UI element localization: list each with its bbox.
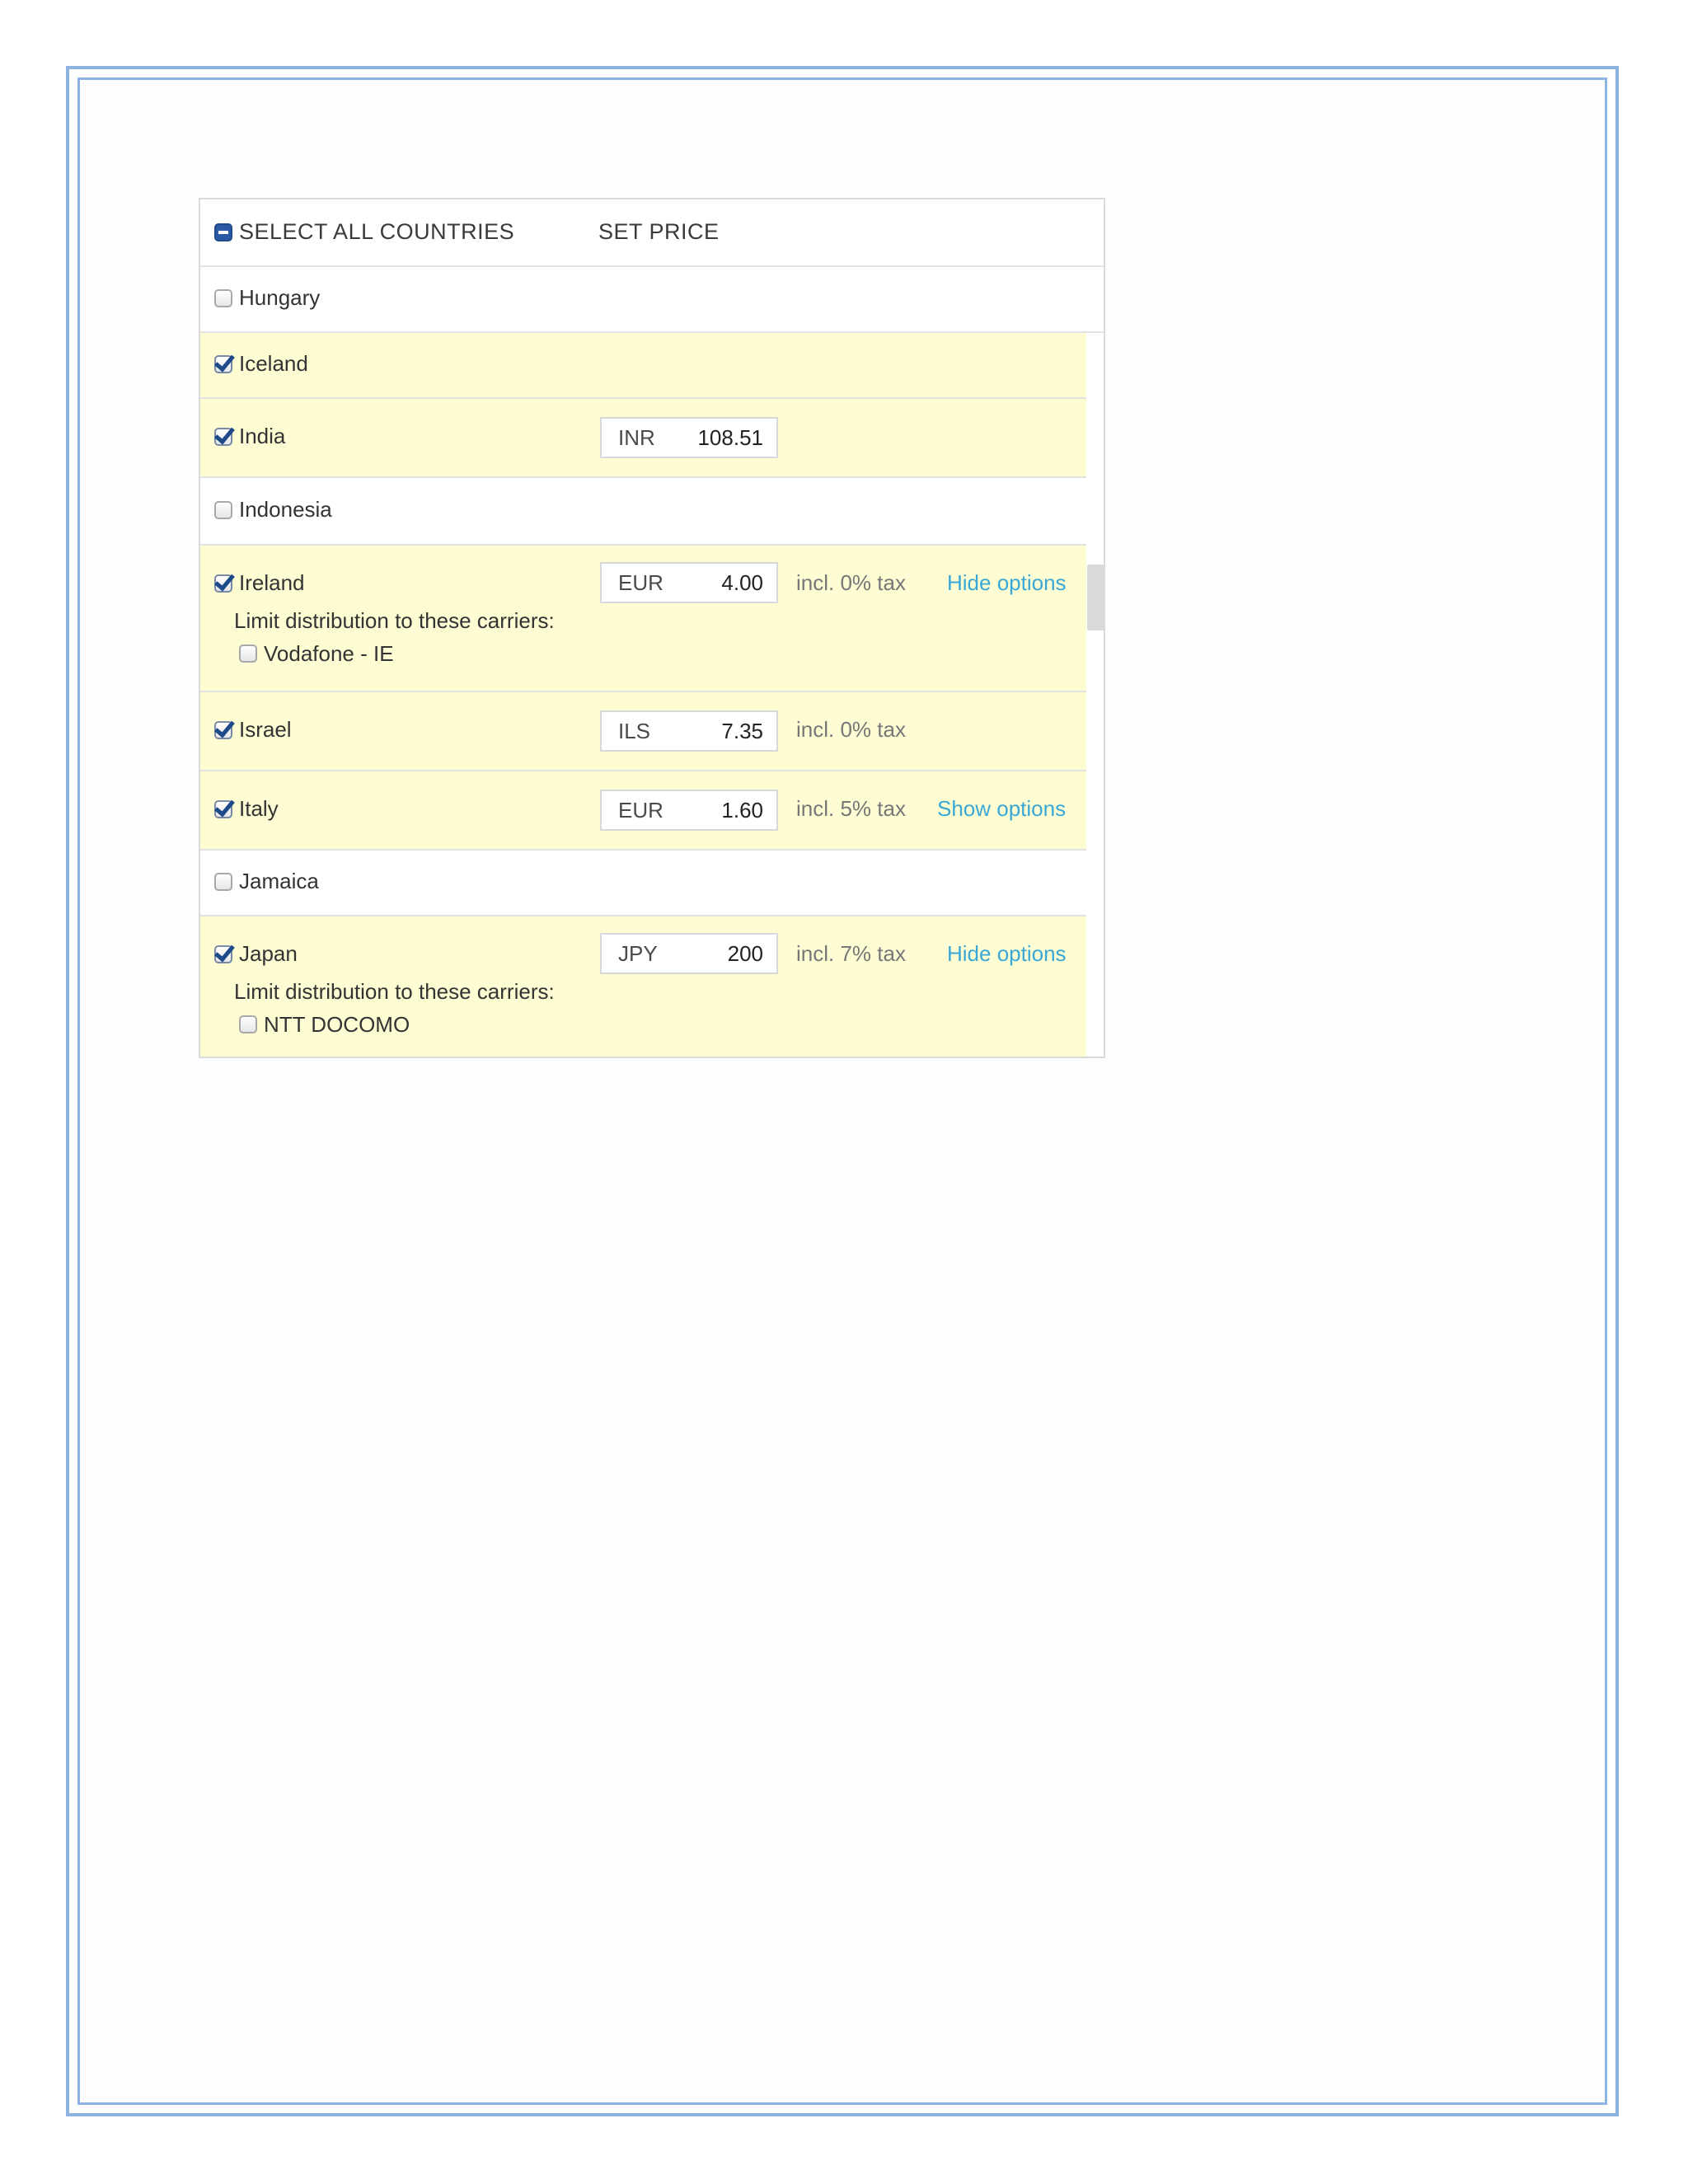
country-name[interactable]: India — [239, 424, 286, 448]
price-amount[interactable]: 108.51 — [697, 425, 763, 450]
country-checkbox-japan[interactable] — [214, 945, 232, 963]
country-checkbox-jamaica[interactable] — [214, 873, 232, 891]
country-row-iceland — [200, 333, 1104, 399]
carrier-name[interactable]: Vodafone - IE — [264, 641, 394, 666]
price-amount[interactable]: 7.35 — [721, 719, 763, 743]
price-amount[interactable]: 1.60 — [721, 798, 763, 823]
country-name[interactable]: Iceland — [239, 351, 308, 376]
price-input-israel[interactable] — [600, 710, 778, 752]
country-checkbox-hungary[interactable] — [214, 289, 232, 307]
price-amount[interactable]: 4.00 — [721, 570, 763, 595]
country-row-ireland — [200, 546, 1104, 692]
currency-code: ILS — [618, 719, 651, 743]
tax-note: incl. 5% tax — [796, 796, 906, 821]
country-checkbox-iceland[interactable] — [214, 355, 232, 373]
country-checkbox-indonesia[interactable] — [214, 501, 232, 519]
carrier-checkbox-ntt-docomo[interactable] — [239, 1015, 257, 1033]
country-checkbox-ireland[interactable] — [214, 574, 232, 593]
currency-code: EUR — [618, 798, 663, 823]
country-row-indonesia — [200, 478, 1104, 546]
tax-note: incl. 0% tax — [796, 717, 906, 742]
country-row-india — [200, 399, 1104, 478]
country-checkbox-italy[interactable] — [214, 800, 232, 818]
country-name[interactable]: Indonesia — [239, 497, 332, 522]
country-pricing-panel — [199, 198, 1105, 1058]
tax-note: incl. 7% tax — [796, 941, 906, 966]
country-row-israel — [200, 692, 1104, 771]
price-input-ireland[interactable] — [600, 562, 778, 603]
country-name[interactable]: Israel — [239, 717, 292, 742]
country-checkbox-israel[interactable] — [214, 721, 232, 739]
select-all-checkbox[interactable] — [214, 223, 232, 241]
country-name[interactable]: Hungary — [239, 285, 321, 310]
price-amount[interactable]: 200 — [727, 941, 763, 966]
currency-code: INR — [618, 425, 655, 450]
country-row-japan — [200, 916, 1104, 1058]
scrollbar-thumb[interactable] — [1087, 565, 1105, 630]
country-checkbox-india[interactable] — [214, 428, 232, 446]
hide-options-link-ireland[interactable]: Hide options — [947, 570, 1067, 595]
country-name[interactable]: Ireland — [239, 570, 305, 595]
currency-code: JPY — [618, 941, 658, 966]
select-all-label[interactable]: SELECT ALL COUNTRIES — [239, 219, 515, 244]
carrier-limit-label: Limit distribution to these carriers: — [234, 608, 555, 633]
show-options-link-italy[interactable]: Show options — [937, 796, 1067, 821]
country-row-hungary — [200, 267, 1104, 333]
currency-code: EUR — [618, 570, 663, 595]
country-name[interactable]: Japan — [239, 941, 298, 966]
hide-options-link-japan[interactable]: Hide options — [947, 941, 1067, 966]
price-input-italy[interactable] — [600, 790, 778, 831]
table-header — [200, 199, 1104, 267]
country-name[interactable]: Jamaica — [239, 869, 319, 893]
scrollbar-track[interactable] — [1086, 333, 1105, 1058]
country-row-jamaica — [200, 851, 1104, 916]
carrier-limit-label: Limit distribution to these carriers: — [234, 979, 555, 1004]
country-row-italy — [200, 771, 1104, 851]
set-price-header: SET PRICE — [598, 219, 720, 244]
country-name[interactable]: Italy — [239, 796, 279, 821]
carrier-checkbox-vodafone-ie[interactable] — [239, 644, 257, 663]
carrier-name[interactable]: NTT DOCOMO — [264, 1012, 410, 1037]
tax-note: incl. 0% tax — [796, 570, 906, 595]
price-input-india[interactable] — [600, 417, 778, 458]
price-input-japan[interactable] — [600, 933, 778, 974]
